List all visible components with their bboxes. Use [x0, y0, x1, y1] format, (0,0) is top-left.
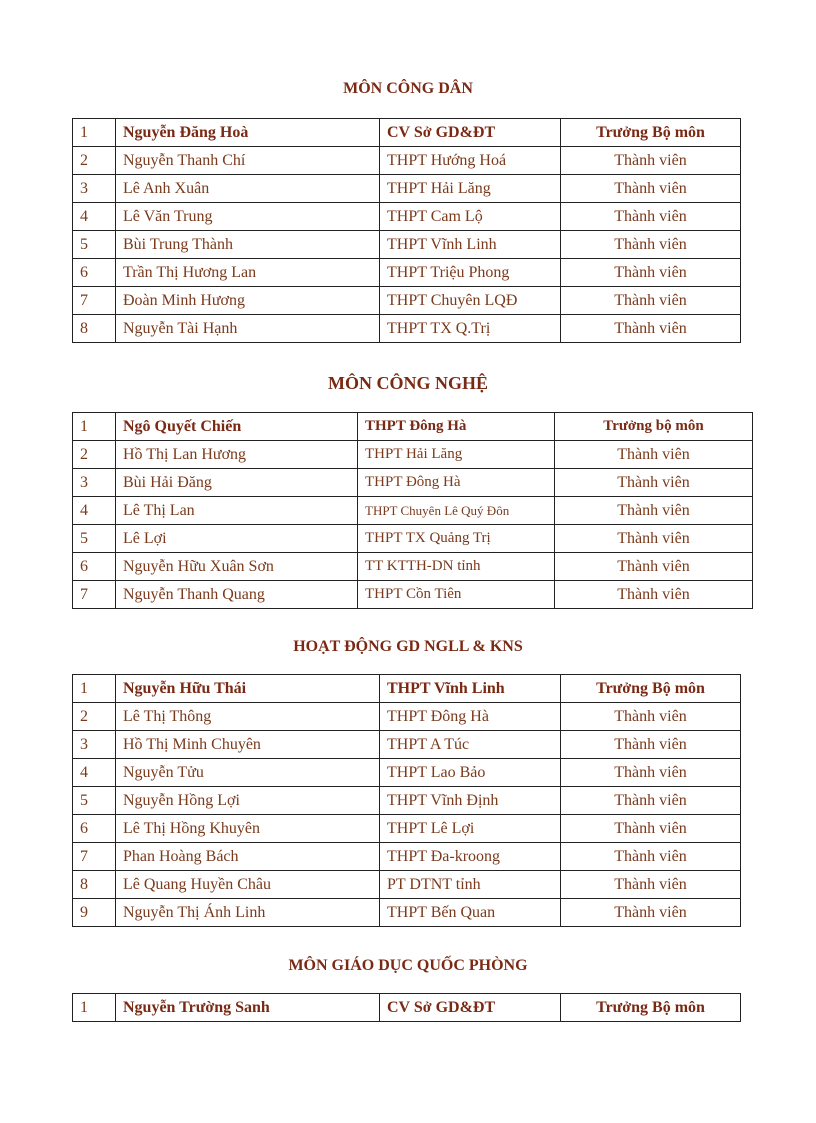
member-name: Nguyễn Thanh Chí: [116, 147, 380, 175]
member-unit: THPT Bến Quan: [380, 899, 561, 927]
member-unit: THPT Vĩnh Linh: [380, 675, 561, 703]
row-number: 3: [73, 175, 116, 203]
table-row: [73, 203, 741, 231]
row-number: 6: [73, 553, 116, 581]
member-name: Lê Quang Huyền Châu: [116, 871, 380, 899]
table-row: [73, 315, 741, 343]
member-name: Lê Anh Xuân: [116, 175, 380, 203]
table-cong-dan: [72, 118, 741, 343]
member-name: Nguyễn Đăng Hoà: [116, 119, 380, 147]
member-unit: THPT Đa-kroong: [380, 843, 561, 871]
member-name: Nguyễn Tài Hạnh: [116, 315, 380, 343]
table-row: [73, 553, 753, 581]
member-unit: THPT Chuyên LQĐ: [380, 287, 561, 315]
member-role: Thành viên: [555, 497, 753, 525]
member-unit: THPT Cam Lộ: [380, 203, 561, 231]
member-role: Thành viên: [561, 843, 741, 871]
member-name: Hồ Thị Minh Chuyên: [116, 731, 380, 759]
member-unit: PT DTNT tỉnh: [380, 871, 561, 899]
member-name: Nguyễn Trường Sanh: [116, 994, 380, 1022]
member-role: Thành viên: [561, 815, 741, 843]
row-number: 4: [73, 759, 116, 787]
member-role: Thành viên: [555, 469, 753, 497]
row-number: 4: [73, 203, 116, 231]
member-unit: THPT Lê Lợi: [380, 815, 561, 843]
member-role: Trưởng Bộ môn: [561, 119, 741, 147]
table-row: [73, 525, 753, 553]
member-role: Thành viên: [561, 871, 741, 899]
section-title-ngll-kns: HOẠT ĐỘNG GD NGLL & KNS: [293, 638, 523, 655]
row-number: 1: [73, 675, 116, 703]
table-gdqp: [72, 993, 741, 1022]
row-number: 1: [73, 994, 116, 1022]
table-row: [73, 497, 753, 525]
member-name: Bùi Hải Đăng: [116, 469, 358, 497]
member-name: Nguyễn Hồng Lợi: [116, 787, 380, 815]
member-role: Thành viên: [561, 175, 741, 203]
row-number: 8: [73, 871, 116, 899]
table-row: [73, 231, 741, 259]
member-unit: TT KTTH-DN tỉnh: [358, 553, 555, 581]
row-number: 7: [73, 287, 116, 315]
table-row: [73, 994, 741, 1022]
member-role: Thành viên: [561, 899, 741, 927]
section-title-gdqp: MÔN GIÁO DỤC QUỐC PHÒNG: [288, 957, 528, 974]
member-role: Thành viên: [561, 203, 741, 231]
row-number: 2: [73, 441, 116, 469]
member-unit: THPT Hải Lăng: [380, 175, 561, 203]
member-name: Lê Lợi: [116, 525, 358, 553]
member-unit: THPT A Túc: [380, 731, 561, 759]
table-row: [73, 787, 741, 815]
member-role: Thành viên: [561, 315, 741, 343]
row-number: 3: [73, 731, 116, 759]
member-role: Trưởng Bộ môn: [561, 994, 741, 1022]
member-name: Nguyễn Thị Ánh Linh: [116, 899, 380, 927]
member-role: Thành viên: [561, 759, 741, 787]
table-row: [73, 731, 741, 759]
member-name: Phan Hoàng Bách: [116, 843, 380, 871]
member-unit: THPT Chuyên Lê Quý Đôn: [358, 497, 555, 525]
member-role: Thành viên: [561, 147, 741, 175]
member-role: Thành viên: [555, 441, 753, 469]
member-unit: THPT Triệu Phong: [380, 259, 561, 287]
member-name: Nguyễn Hữu Xuân Sơn: [116, 553, 358, 581]
member-name: Nguyễn Hữu Thái: [116, 675, 380, 703]
row-number: 6: [73, 259, 116, 287]
member-role: Thành viên: [555, 525, 753, 553]
member-name: Lê Thị Thông: [116, 703, 380, 731]
section-title-cong-dan: MÔN CÔNG DÂN: [343, 80, 473, 97]
table-row: [73, 843, 741, 871]
row-number: 7: [73, 581, 116, 609]
row-number: 1: [73, 413, 116, 441]
member-role: Thành viên: [561, 231, 741, 259]
row-number: 5: [73, 525, 116, 553]
member-role: Thành viên: [555, 581, 753, 609]
table-row: [73, 469, 753, 497]
table-row: [73, 759, 741, 787]
row-number: 5: [73, 231, 116, 259]
table-row: [73, 147, 741, 175]
row-number: 6: [73, 815, 116, 843]
member-unit: THPT Đông Hà: [380, 703, 561, 731]
member-name: Lê Thị Lan: [116, 497, 358, 525]
member-unit: THPT Đông Hà: [358, 413, 555, 441]
member-unit: THPT Cồn Tiên: [358, 581, 555, 609]
member-unit: THPT Vĩnh Định: [380, 787, 561, 815]
row-number: 1: [73, 119, 116, 147]
member-unit: THPT Hướng Hoá: [380, 147, 561, 175]
row-number: 7: [73, 843, 116, 871]
member-unit: CV Sở GD&ĐT: [380, 994, 561, 1022]
member-role: Trưởng Bộ môn: [561, 675, 741, 703]
member-unit: THPT TX Q.Trị: [380, 315, 561, 343]
member-name: Nguyễn Tửu: [116, 759, 380, 787]
table-row: [73, 119, 741, 147]
member-name: Hồ Thị Lan Hương: [116, 441, 358, 469]
member-role: Thành viên: [561, 703, 741, 731]
member-name: Lê Thị Hồng Khuyên: [116, 815, 380, 843]
member-role: Thành viên: [561, 287, 741, 315]
table-row: [73, 413, 753, 441]
member-role: Thành viên: [555, 553, 753, 581]
member-name: Nguyễn Thanh Quang: [116, 581, 358, 609]
table-row: [73, 581, 753, 609]
row-number: 3: [73, 469, 116, 497]
table-row: [73, 175, 741, 203]
row-number: 4: [73, 497, 116, 525]
member-unit: THPT Vĩnh Linh: [380, 231, 561, 259]
member-role: Thành viên: [561, 259, 741, 287]
table-cong-nghe: [72, 412, 753, 609]
member-role: Trưởng bộ môn: [555, 413, 753, 441]
table-row: [73, 441, 753, 469]
row-number: 5: [73, 787, 116, 815]
member-unit: THPT TX Quảng Trị: [358, 525, 555, 553]
member-role: Thành viên: [561, 731, 741, 759]
row-number: 2: [73, 703, 116, 731]
table-row: [73, 871, 741, 899]
table-row: [73, 815, 741, 843]
table-row: [73, 703, 741, 731]
member-name: Trần Thị Hương Lan: [116, 259, 380, 287]
member-name: Đoàn Minh Hương: [116, 287, 380, 315]
member-unit: THPT Lao Bảo: [380, 759, 561, 787]
member-name: Ngô Quyết Chiến: [116, 413, 358, 441]
row-number: 8: [73, 315, 116, 343]
table-row: [73, 287, 741, 315]
member-unit: THPT Hải Lăng: [358, 441, 555, 469]
table-ngll-kns: [72, 674, 741, 927]
table-row: [73, 899, 741, 927]
member-unit: CV Sở GD&ĐT: [380, 119, 561, 147]
member-role: Thành viên: [561, 787, 741, 815]
row-number: 9: [73, 899, 116, 927]
section-title-cong-nghe: MÔN CÔNG NGHỆ: [328, 373, 488, 393]
member-name: Lê Văn Trung: [116, 203, 380, 231]
table-row: [73, 259, 741, 287]
table-row: [73, 675, 741, 703]
row-number: 2: [73, 147, 116, 175]
member-unit: THPT Đông Hà: [358, 469, 555, 497]
member-name: Bùi Trung Thành: [116, 231, 380, 259]
